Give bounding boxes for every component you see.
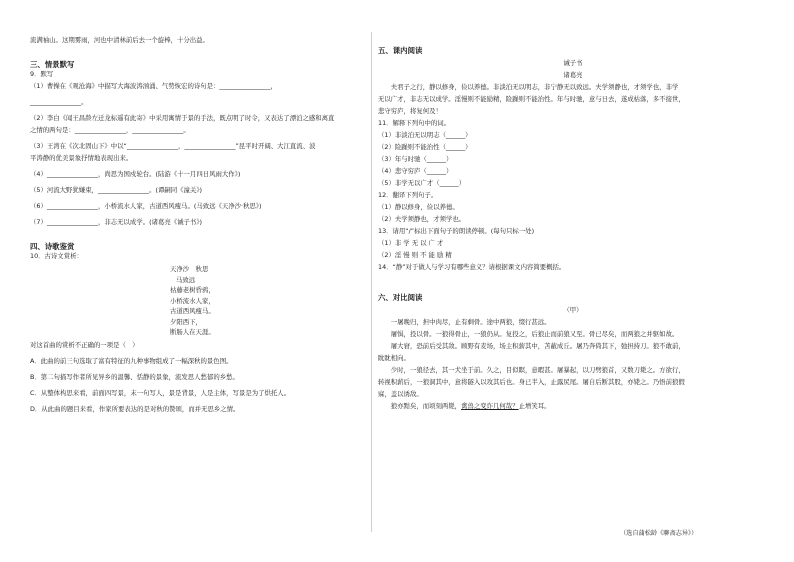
q10-question: 对这首曲的赏析不正确的一项是（ ） [30,340,139,349]
q11-label: 11．解释下列句中的词。 [378,119,451,127]
poem-author: 马致远 [176,275,196,284]
passage-author: 诸葛亮 [563,71,583,79]
right-column [378,36,768,411]
jia-line-8-a: 狼亦黠矣，而顷刻两毙， [378,402,462,410]
passage-line-1: 夫君子之行，静以修身，俭以养德。非淡泊无以明志，非宁静无以致远。夫学须静也，才须学也，非学 [378,83,679,91]
q12-label: 12．翻译下列句子。 [378,191,438,199]
jia-line-3: 屠大窘，恐前后受其敌。顾野有麦场，场主积薪其中，苫蔽成丘。屠乃奔倚其下，弛担持刀。狼不敢前， [378,342,685,350]
passage-source: （选自蒲松龄《聊斋志异》） [620,530,698,537]
jia-line-8 [378,402,768,411]
poem-line: 古道西风瘦马。 [170,307,215,315]
q13-item: （2）淫 慢 则 不 能 励 精 [378,251,452,259]
jia-line-1: 一屠晚归，担中肉尽，止有剩骨。途中两狼，缀行甚远。 [378,318,551,326]
q11-item: （3）年与时驰（______） [378,155,453,163]
poem-line: 夕阳西下， [170,317,202,326]
q9-line-3: （2）李白《闻王昌龄左迁龙标遥有此寄》中采用寓情于景的手法，既点明了时令，又表达了漂泊之感和离直 [30,114,335,122]
poem-line: 小桥流水人家， [170,296,215,305]
passage-jia-label: （甲） [563,306,583,314]
jia-line-6: 转视积薪后，一狼洞其中，意将隧入以攻其后也。身已半入，止露尻尾。屠自后断其股，亦毙之。乃悟前狼假 [378,378,685,386]
section-3-title: 三、情景默写 [30,60,75,69]
poem-block [170,264,355,338]
option-b: B．第二句描写作者所见异乡的温馨、恬静的景象，流发思人愁郁的乡愁。 [30,372,239,381]
jia-line-4: 眈眈相向。 [378,354,410,362]
q10-label: 10．古诗文赏析： [30,252,83,260]
poem-line: 断肠人在天涯。 [170,328,215,336]
q9-line-8: （5）河流大野犹嫌束，________________。(谭嗣同《潼关》) [30,186,203,194]
underlined-sentence: 禽兽之变诈几何哉？ [461,402,519,410]
option-d: D．从此曲的题目来看，作家所要表达的是对秋的赞颂，而并无思乡之情。 [30,404,240,413]
section-4-title: 四、诗歌鉴赏 [30,242,75,251]
q9-line-6: 平涛静的优美景象抒情地表现出来。 [30,154,133,162]
q9-line-7: （4）________________，尚思为国戍轮台。(陆游《十一月四日风雨大作》) [30,170,241,178]
q9-line-2: ________________。 [30,98,88,106]
passage-line-2: 无以广才，非志无以成学。淫慢则不能励精，险躁则不能治性。年与时驰，意与日去，遂成枯落，多不接世， [378,95,685,103]
section-6-title: 六、对比阅读 [378,293,423,302]
left-column [30,36,355,414]
poem-line: 枯藤老树昏鸦， [170,286,215,294]
jia-line-8-c: 止增笑耳。 [518,402,551,410]
jia-line-5: 少时，一狼径去，其一犬坐于前。久之，目似瞑，意暇甚。屠暴起，以刀劈狼首，又数刀毙之。方欲行， [378,366,685,374]
q13-label: 13．请用“/”标出下面句子的朗读停顿。(每句只标一处) [378,227,535,235]
option-a: A．此曲的前三句选取了富有特征的九种事物组成了一幅深秋的景色图。 [30,356,233,365]
jia-line-7: 寐，盖以诱敌。 [378,390,423,398]
q9-line-5: （3）王湾在《次北固山下》中以“________________，________________”昆平时开阔、大江直流、波 [30,142,316,150]
q11-item: （5）非学无以广才（______） [378,179,466,187]
option-c: C．从整体构思来看，前面四写景，末一句写人，景是背景，人是主体，写景是为了烘托人。 [30,388,291,397]
q12-item: （2）夫学须静也，才须学也。 [378,215,466,223]
q11-item: （2）险躁则不能治性（______） [378,143,472,151]
column-divider [371,32,372,532]
jia-line-2: 屠惧，投以骨。一狼得骨止，一狼仍从。复投之，后狼止而前狼又至。骨已尽矣，而两狼之并驱如故。 [378,330,679,338]
q14-label: 14．“静”对于做人与学习有哪些意义？请根据课文内容简要概括。 [378,263,566,271]
q9-line-1: （1）曹操在《观沧海》中描写大海波涛汹涌、气势恢宏的诗句是：________________， [30,82,277,90]
q11-item: （4）悲守穷庐（______） [378,167,453,175]
q13-item: （1）非 学 无 以 广 才 [378,239,444,247]
intro-line: 流满袖山。这期雾雨，河也中清林前后去一个旋棒，十分出益。 [30,36,209,44]
passage-line-3: 悲守穷庐，将复何及！ [378,107,442,115]
q9-line-4: 之情的两句是：________________，________________。 [30,126,190,134]
q11-item: （1）非淡泊无以明志（______） [378,131,472,139]
q9-line-10: （7）________________，非志无以成学。(诸葛亮《诫子书》) [30,218,203,226]
passage-title: 诫子书 [563,59,583,67]
q12-item: （1）静以修身，俭以养德。 [378,203,459,211]
q9-label: 9．默写 [30,70,54,78]
section-5-title: 五、课内阅读 [378,46,423,55]
q9-line-9: （6）________________，小桥流水人家，古道西风瘦马。(马致远《天净沙·秋思》) [30,202,262,210]
poem-title: 天净沙 秋思 [170,265,209,273]
